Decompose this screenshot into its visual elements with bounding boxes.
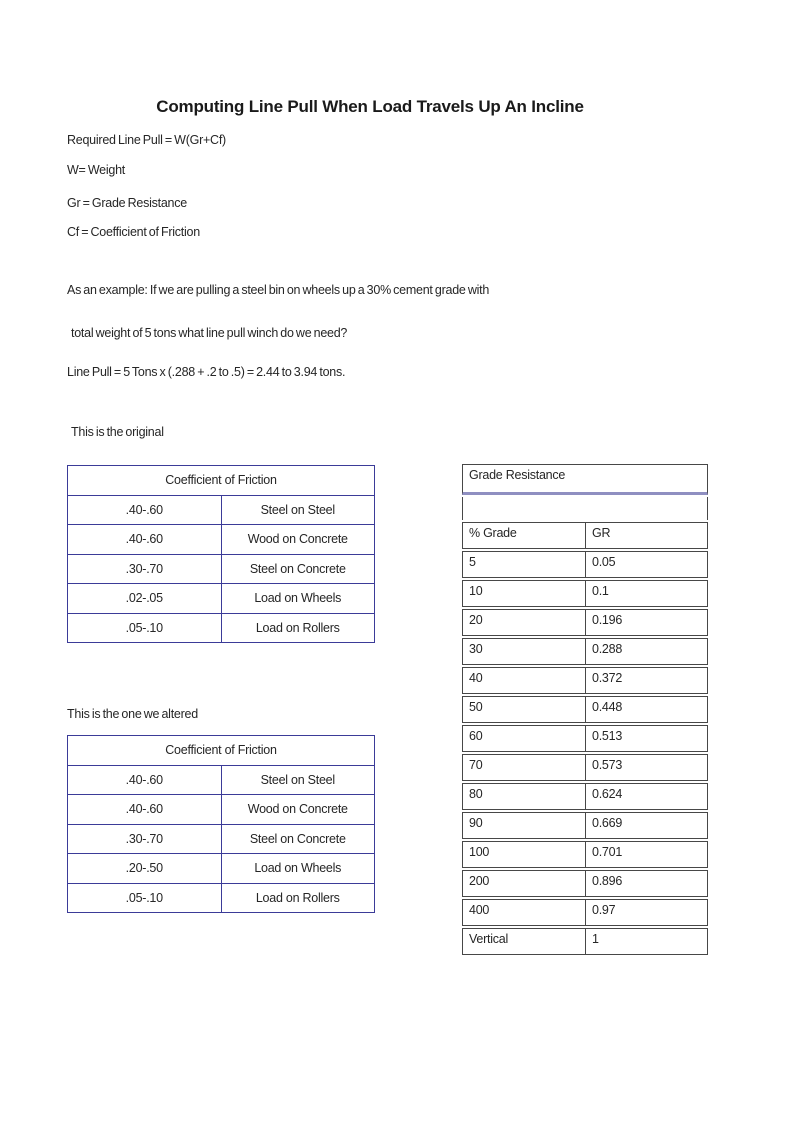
grade-cell: 30	[462, 638, 585, 665]
table-row	[462, 899, 708, 926]
gr-value-cell: 0.624	[585, 783, 708, 810]
original-table-label: This is the original	[71, 425, 164, 439]
table-row	[462, 783, 708, 810]
grade-cell: 10	[462, 580, 585, 607]
gr-value-cell: 0.196	[585, 609, 708, 636]
table-row	[68, 613, 375, 643]
table-row	[68, 883, 375, 913]
table-row	[68, 584, 375, 614]
table-row	[462, 667, 708, 694]
table-row	[68, 795, 375, 825]
grade-cell: 40	[462, 667, 585, 694]
gr-value-cell: 0.701	[585, 841, 708, 868]
grade-cell: 70	[462, 754, 585, 781]
grade-cell: 200	[462, 870, 585, 897]
example-line-1: As an example: If we are pulling a steel bin on wheels up a 30% cement grade with	[67, 283, 490, 297]
gr-value-cell: 0.573	[585, 754, 708, 781]
friction-range-cell: .02-.05	[68, 584, 222, 614]
grade-cell: 5	[462, 551, 585, 578]
gr-value-cell: 0.05	[585, 551, 708, 578]
table-row	[68, 765, 375, 795]
table-row	[462, 580, 708, 607]
friction-material-cell: Load on Wheels	[221, 854, 375, 884]
friction-range-cell: .40-.60	[68, 525, 222, 555]
table-row	[68, 525, 375, 555]
grade-cell: 60	[462, 725, 585, 752]
gr-value-cell: 0.372	[585, 667, 708, 694]
gr-value-cell: 1	[585, 928, 708, 955]
formula-line-weight: W= Weight	[67, 163, 125, 177]
friction-material-cell: Wood on Concrete	[221, 525, 375, 555]
grade-cell: 80	[462, 783, 585, 810]
table-row	[68, 824, 375, 854]
gr-value-cell: 0.669	[585, 812, 708, 839]
friction-material-cell: Load on Rollers	[221, 613, 375, 643]
friction-range-cell: .40-.60	[68, 495, 222, 525]
friction-material-cell: Steel on Steel	[221, 495, 375, 525]
table-row	[462, 725, 708, 752]
table-header-row	[68, 736, 375, 766]
friction-range-cell: .30-.70	[68, 824, 222, 854]
table-row	[462, 870, 708, 897]
grade-table-empty-row	[462, 497, 708, 520]
grade-cell: 100	[462, 841, 585, 868]
grade-cell: 20	[462, 609, 585, 636]
friction-range-cell: .20-.50	[68, 854, 222, 884]
altered-table-label: This is the one we altered	[67, 707, 198, 721]
gr-value-cell: 0.448	[585, 696, 708, 723]
table-row	[462, 812, 708, 839]
table-row	[462, 609, 708, 636]
example-line-2: total weight of 5 tons what line pull winch do we need?	[71, 326, 348, 340]
friction-range-cell: .40-.60	[68, 795, 222, 825]
gr-value-cell: 0.288	[585, 638, 708, 665]
result-line: Line Pull = 5 Tons x (.288 + .2 to .5) = 2.44 to 3.94 tons.	[67, 365, 346, 379]
table-row	[68, 495, 375, 525]
grade-cell: 50	[462, 696, 585, 723]
friction-material-cell: Wood on Concrete	[221, 795, 375, 825]
table-row	[462, 754, 708, 781]
friction-material-cell: Steel on Concrete	[221, 824, 375, 854]
grade-table-title: Grade Resistance	[462, 464, 708, 495]
friction-material-cell: Load on Wheels	[221, 584, 375, 614]
formula-line-grade-resistance: Gr = Grade Resistance	[67, 196, 187, 210]
friction-table-title: Coefficient of Friction	[68, 466, 375, 496]
friction-range-cell: .40-.60	[68, 765, 222, 795]
table-row	[462, 638, 708, 665]
gr-value-cell: 0.97	[585, 899, 708, 926]
table-row	[462, 841, 708, 868]
grade-column-header: % Grade	[462, 522, 585, 549]
grade-table-title-row	[462, 464, 708, 495]
table-row	[68, 854, 375, 884]
table-header-row	[68, 466, 375, 496]
formula-line-required-pull: Required Line Pull = W(Gr+Cf)	[67, 133, 226, 147]
grade-cell: 90	[462, 812, 585, 839]
table-row	[68, 554, 375, 584]
gr-value-cell: 0.513	[585, 725, 708, 752]
grade-cell: 400	[462, 899, 585, 926]
gr-column-header: GR	[585, 522, 708, 549]
grade-resistance-table	[462, 462, 708, 957]
gr-value-cell: 0.1	[585, 580, 708, 607]
friction-material-cell: Steel on Steel	[221, 765, 375, 795]
friction-table-altered	[67, 735, 375, 913]
empty-cell	[462, 497, 708, 520]
grade-table-header-row	[462, 522, 708, 549]
gr-value-cell: 0.896	[585, 870, 708, 897]
friction-material-cell: Steel on Concrete	[221, 554, 375, 584]
friction-material-cell: Load on Rollers	[221, 883, 375, 913]
table-row	[462, 928, 708, 955]
friction-range-cell: .05-.10	[68, 613, 222, 643]
friction-range-cell: .30-.70	[68, 554, 222, 584]
page-title: Computing Line Pull When Load Travels Up An Incline	[156, 97, 584, 116]
table-row	[462, 696, 708, 723]
friction-table-original	[67, 465, 375, 643]
friction-range-cell: .05-.10	[68, 883, 222, 913]
formula-line-coefficient-friction: Cf = Coefficient of Friction	[67, 225, 200, 239]
friction-table-title: Coefficient of Friction	[68, 736, 375, 766]
grade-cell: Vertical	[462, 928, 585, 955]
table-row	[462, 551, 708, 578]
